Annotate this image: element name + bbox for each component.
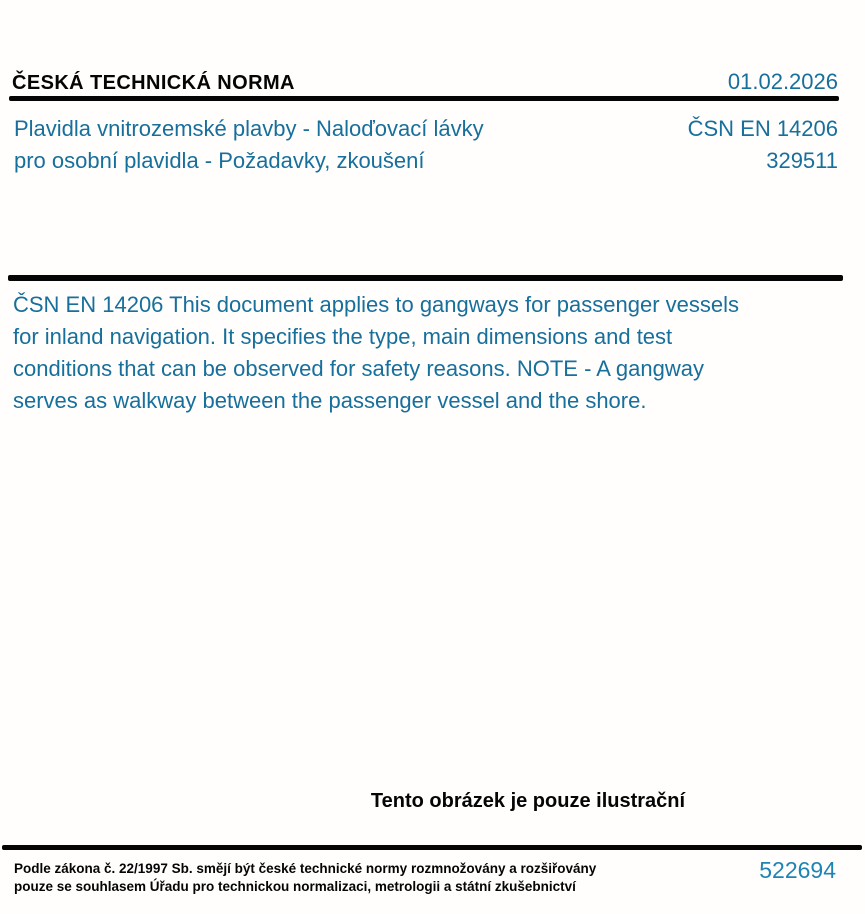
page-title: ČESKÁ TECHNICKÁ NORMA (12, 72, 295, 94)
norm-class-code: 329511 (766, 148, 838, 173)
norm-designation: ČSN EN 14206 (687, 116, 838, 141)
section-divider-rule (8, 275, 843, 281)
copyright-line-1: Podle zákona č. 22/1997 Sb. smějí být české technické normy rozmnožovány a rozšiřovány (14, 861, 597, 876)
effective-date: 01.02.2026 (727, 69, 838, 94)
footer-rule (2, 845, 862, 850)
norm-title-line-2: pro osobní plavidla - Požadavky, zkoušení (14, 148, 425, 173)
abstract-line-4: serves as walkway between the passenger vessel and the shore. (13, 388, 647, 413)
norm-abstract (13, 289, 739, 417)
catalog-number: 522694 (759, 857, 836, 883)
abstract-line-1: ČSN EN 14206 This document applies to gangways for passenger vessels (13, 292, 739, 317)
header-rule (9, 96, 839, 101)
illustration-disclaimer: Tento obrázek je pouze ilustrační (370, 790, 686, 812)
copyright-line-2: pouze se souhlasem Úřadu pro technickou normalizaci, metrologii a státní zkušebnictví (14, 878, 576, 894)
norm-title-line-1: Plavidla vnitrozemské plavby - Naloďovací lávky (14, 116, 484, 141)
abstract-line-2: for inland navigation. It specifies the type, main dimensions and test (13, 324, 673, 349)
copyright-notice (14, 860, 596, 895)
norm-codes (688, 113, 838, 177)
abstract-line-3: conditions that can be observed for safety reasons. NOTE - A gangway (13, 356, 704, 381)
norm-title (14, 113, 484, 177)
